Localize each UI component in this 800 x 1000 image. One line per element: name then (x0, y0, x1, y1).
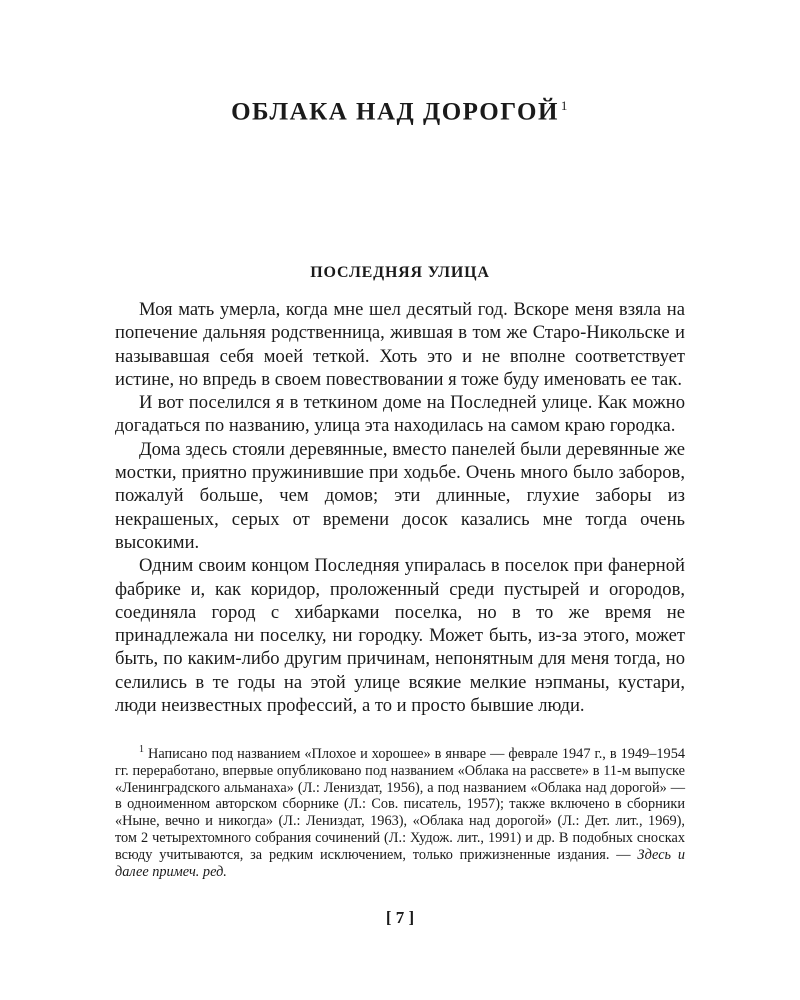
chapter-title-text: ОБЛАКА НАД ДОРОГОЙ (231, 98, 559, 126)
body-text (115, 298, 685, 717)
footnote-text: Написано под названием «Плохое и хорошее» в январе — феврале 1947 г., в 1949–1954 гг. переработано, впервые опубликовано под названием «Облака на рассвете» в 11-м выпуске «Ленинградского альманаха» (Л.: Лениздат, 1956), а под названием «Облака над дорогой» — в одноименном авторском сборнике (Л.: Сов. писатель, 1957); также включено в сборники «Ныне, вечно и никогда» (Л.: Лениздат, 1963), «Облака над дорогой» (Л.: Дет. лит., 1969), том 2 четырехтомного собрания сочинений (Л.: Худож. лит., 1991) и др. В подобных сносках всюду учитываются, за редким исключением, только прижизненные издания. — (115, 745, 685, 864)
paragraph: Моя мать умерла, когда мне шел десятый год. Вскоре меня взяла на попечение дальняя родственница, жившая в том же Старо-Никольске и называвшая себя моей теткой. Хоть это и не вполне соответствует истине, но впредь в своем повествовании я тоже буду именовать ее так. (115, 299, 685, 390)
footnote (115, 742, 685, 881)
title-footnote-mark[interactable]: 1 (560, 98, 569, 113)
book-page (115, 0, 685, 1000)
paragraph: И вот поселился я в теткином доме на Последней улице. Как можно догадаться по названию, улица эта находилась на самом краю городка. (115, 392, 685, 437)
footnote-mark: 1 (139, 744, 144, 755)
section-title: ПОСЛЕДНЯЯ УЛИЦА (310, 264, 490, 281)
chapter-title (115, 98, 685, 126)
paragraph: Дома здесь стояли деревянные, вместо панелей были деревянные же мостки, приятно пружинившие при ходьбе. Очень много было заборов, пожалуй больше, чем домов; эти длинные, глухие заборы из некрашеных, серых от времени досок казались мне тогда очень высокими. (115, 438, 685, 553)
paragraph: Одним своим концом Последняя упиралась в поселок при фанерной фабрике и, как коридор, проложенный среди пустырей и огородов, соединяла город с хибарками поселка, но в то же время не принадлежала ни поселку, ни городку. Может быть, из-за этого, может быть, по каким-либо другим причинам, непонятным для меня тогда, но селились в те годы на этой улице всякие мелкие нэпманы, кустари, люди неизвестных профессий, а то и просто бывшие люди. (115, 555, 685, 717)
footnote-italic-tail: Здесь и далее примеч. ред. (115, 847, 685, 881)
page-number: [ 7 ] (385, 908, 415, 927)
